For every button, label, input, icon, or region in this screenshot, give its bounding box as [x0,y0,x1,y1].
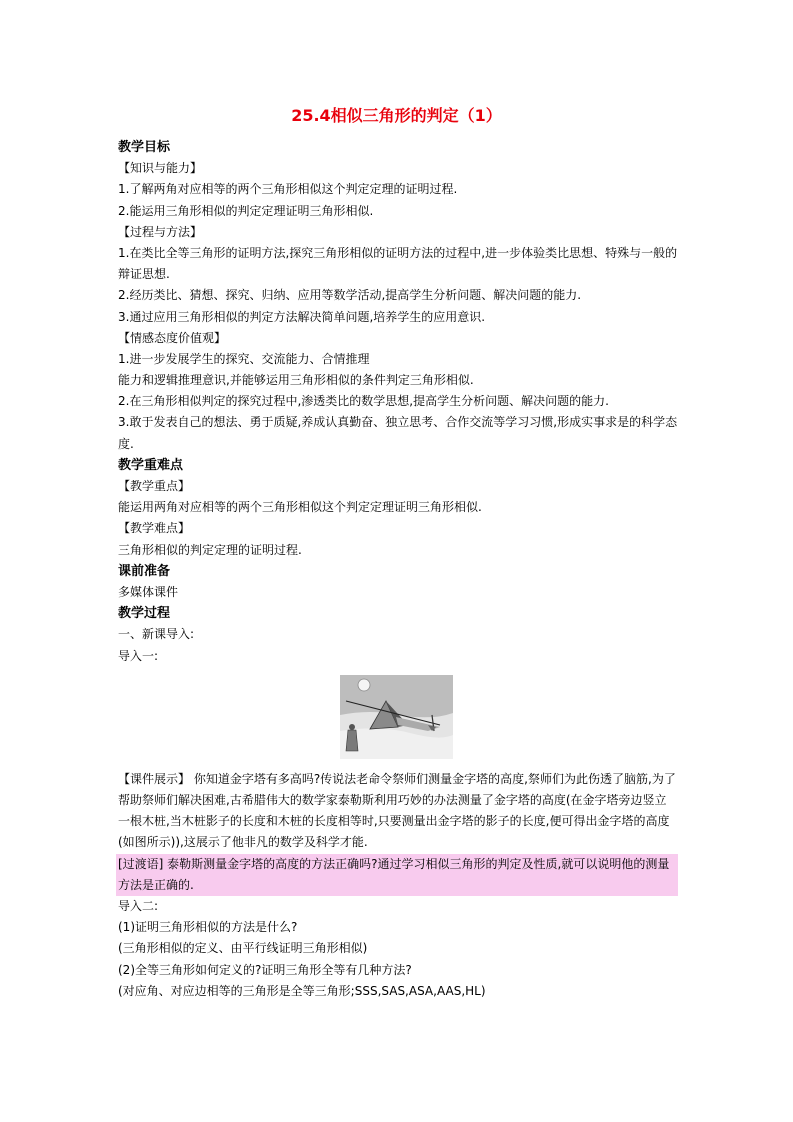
answer-2: (对应角、对应边相等的三角形是全等三角形;SSS,SAS,ASA,AAS,HL) [118,983,486,998]
process-item-3: 3.通过应用三角形相似的判定方法解决简单问题,培养学生的应用意识. [118,309,486,324]
emotion-item-1a: 1.进一步发展学生的探究、交流能力、合情推理 [118,351,370,366]
emotion-item-3: 3.敢于发表自己的想法、勇于质疑,养成认真勤奋、独立思考、合作交流等学习习惯,形成实事求是的科学态度. [118,415,678,451]
process-heading: 教学过程 [118,606,171,622]
preparation-text: 多媒体课件 [118,585,179,600]
pyramid-shadow-illustration [340,675,453,759]
question-2: (2)全等三角形如何定义的?证明三角形全等有几种方法? [118,962,412,977]
process-item-1: 1.在类比全等三角形的证明方法,探究三角形相似的证明方法的过程中,进一步体验类比思想、特殊与一般的辩证思想. [118,245,678,282]
emotion-item-1b: 能力和逻辑推理意识,并能够运用三角形相似的条件判定三角形相似. [118,373,474,388]
new-lesson-intro: 一、新课导入: [118,627,195,642]
knowledge-item-2: 2.能运用三角形相似的判定定理证明三角形相似. [118,203,374,218]
goals-heading: 教学目标 [118,140,171,155]
focus-label: 【教学重点】 [118,479,191,494]
difficulty-label: 【教学难点】 [118,521,191,536]
document-title: 25.4相似三角形的判定（1） [291,106,502,125]
focus-text: 能运用两角对应相等的两个三角形相似这个判定定理证明三角形相似. [118,500,482,515]
knowledge-label: 【知识与能力】 [118,161,203,176]
knowledge-item-1: 1.了解两角对应相等的两个三角形相似这个判定定理的证明过程. [118,182,458,197]
process-label: 【过程与方法】 [118,224,203,239]
process-item-2: 2.经历类比、猜想、探究、归纳、应用等数学活动,提高学生分析问题、解决问题的能力. [118,288,582,303]
key-points-heading: 教学重难点 [118,457,184,473]
emotion-label: 【情感态度价值观】 [118,330,227,345]
pyramid-illustration [118,675,678,759]
intro-one-label: 导入一: [118,648,159,663]
courseware-paragraph: 【课件展示】 你知道金字塔有多高吗?传说法老命令祭师们测量金字塔的高度,祭师们为此伤透了脑筋,为了帮助祭师们解决困难,古希腊伟大的数学家泰勒斯利用巧妙的办法测量了金字塔的高度(在金字塔旁边竖立一根木桩,当木桩影子的长度和木桩的长度相等时,只要测量出金字塔的影子的长度,便可得出金字塔的高度(如图所示)),这展示了他非凡的数学及科学才能. [118,771,676,850]
intro-two-label: 导入二: [118,898,159,913]
preparation-heading: 课前准备 [118,563,171,579]
question-1: (1)证明三角形相似的方法是什么? [118,920,298,935]
difficulty-text: 三角形相似的判定定理的证明过程. [118,542,302,557]
emotion-item-2: 2.在三角形相似判定的探究过程中,渗透类比的数学思想,提高学生分析问题、解决问题的能力. [118,394,609,409]
answer-1: (三角形相似的定义、由平行线证明三角形相似) [118,941,368,956]
document-body [118,137,678,1002]
transition-paragraph: [过渡语] 泰勒斯测量金字塔的高度的方法正确吗?通过学习相似三角形的判定及性质,就可以说明他的测量方法是正确的. [116,854,678,896]
